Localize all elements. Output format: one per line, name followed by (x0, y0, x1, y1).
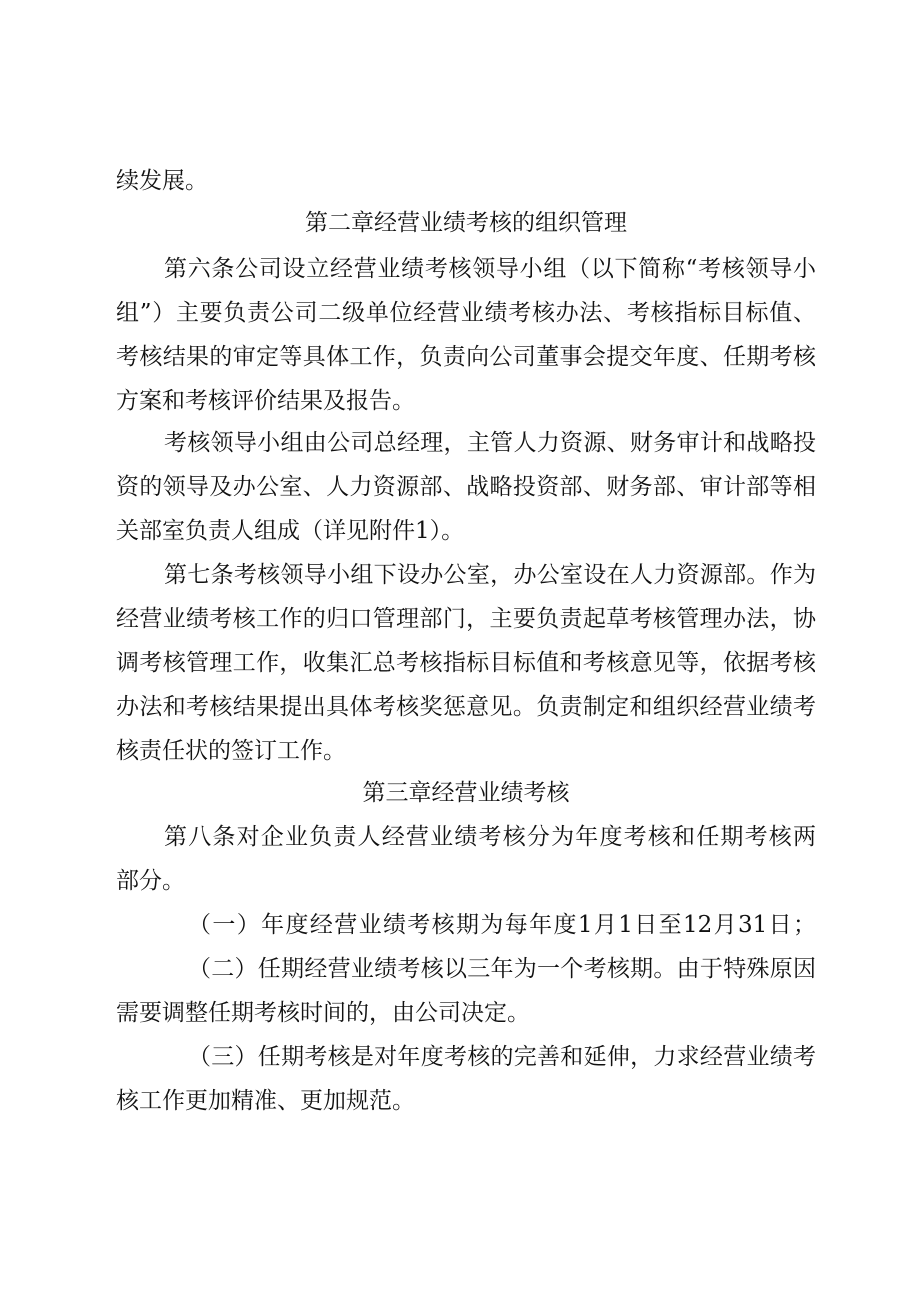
item-3-line: （三）任期考核是对年度考核的完善和延伸，力求经营业绩考 (188, 1044, 816, 1070)
item-2-line: 需要调整任期考核时间的，由公司决定。 (116, 1000, 530, 1026)
article-6-line: 考核结果的审定等具体工作，负责向公司董事会提交年度、任期考核 (116, 344, 816, 370)
article-7-line: 经营业绩考核工作的归口管理部门，主要负责起草考核管理办法，协 (116, 606, 816, 632)
item-3-line: 核工作更加精准、更加规范。 (116, 1088, 415, 1114)
leadership-line: 资的领导及办公室、人力资源部、战略投资部、财务部、审计部等相 (116, 474, 816, 500)
chapter-3-heading: 第三章经营业绩考核 (362, 780, 570, 806)
article-6-line: 方案和考核评价结果及报告。 (116, 388, 415, 414)
article-7-line: 调考核管理工作，收集汇总考核指标目标值和考核意见等，依据考核 (116, 650, 816, 676)
article-7-line: 第七条考核领导小组下设办公室，办公室设在人力资源部。作为 (164, 562, 816, 588)
leadership-line: 考核领导小组由公司总经理，主管人力资源、财务审计和战略投 (164, 430, 816, 456)
article-7-line: 核责任状的签订工作。 (116, 738, 346, 764)
item-2-line: （二）任期经营业绩考核以三年为一个考核期。由于特殊原因 (188, 956, 816, 982)
article-8-line: 部分。 (116, 868, 185, 894)
article-7-line: 办法和考核结果提出具体考核奖惩意见。负责制定和组织经营业绩考 (116, 694, 816, 720)
article-6-line: 组”）主要负责公司二级单位经营业绩考核办法、考核指标目标值、 (116, 300, 816, 326)
article-8-line: 第八条对企业负责人经营业绩考核分为年度考核和任期考核两 (164, 824, 816, 850)
item-1-line: （一）年度经营业绩考核期为每年度1月1日至12月31日； (188, 912, 816, 938)
leadership-line: 关部室负责人组成（详见附件1）。 (116, 518, 465, 544)
opening-line: 续发展。 (116, 168, 208, 194)
article-6-line: 第六条公司设立经营业绩考核领导小组（以下简称“考核领导小 (164, 256, 816, 282)
chapter-2-heading: 第二章经营业绩考核的组织管理 (305, 210, 627, 236)
